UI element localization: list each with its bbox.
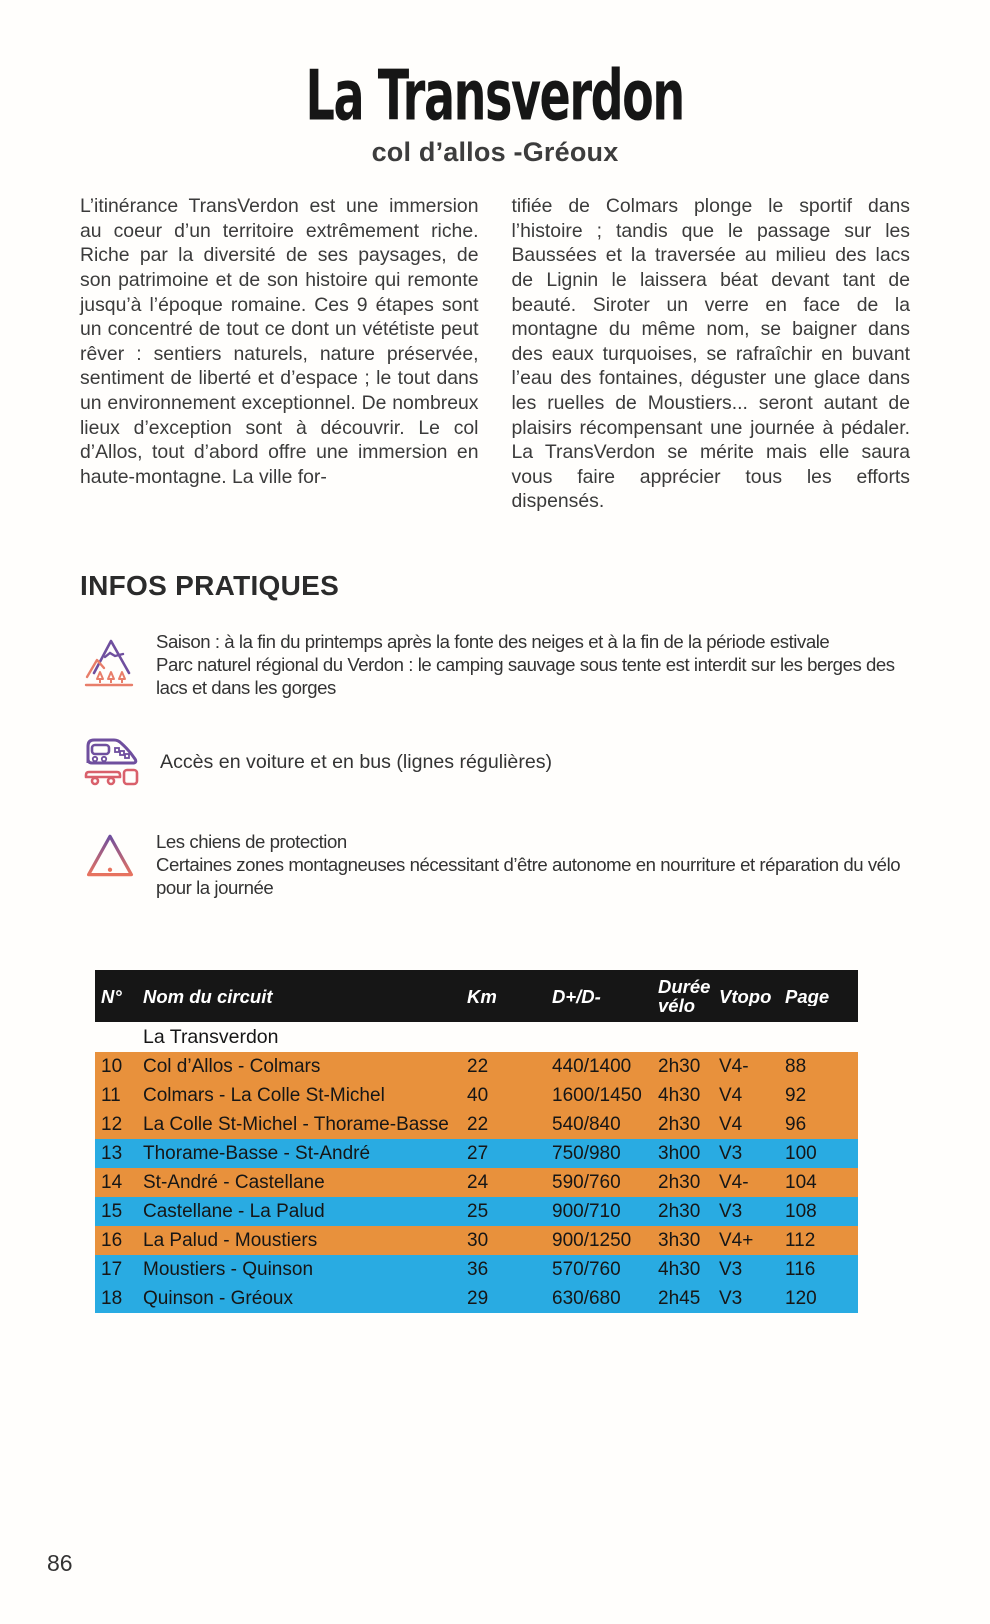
intro-column-right: tifiée de Colmars plonge le sportif dans l’histoire ; tandis que le passage sur les Baussées et la traversée au milieu des lacs de Lignin le laissera béat devant tant de beauté. Siroter un verre en face de la montagne du même nom, se baigner dans des eaux turquoises, se rafraîchir en buvant l’eau des fontaines, déguster une glace dans les ruelles de Moustiers... seront autant de plaisirs récompensant une journée à pédaler. La TransVerdon se mérite mais elle saura vous faire apprécier tous les efforts dispensés. xyxy=(511,195,910,513)
cell-num: 14 xyxy=(101,1171,123,1193)
col-header-duration: Durée vélo xyxy=(658,977,711,1015)
title-wrap xyxy=(0,0,990,137)
stage-table xyxy=(95,970,858,1313)
cell-denivele: 590/760 xyxy=(552,1171,621,1193)
info-item-warning xyxy=(84,828,910,900)
cell-num: 10 xyxy=(101,1055,123,1077)
cell-vtopo: V3 xyxy=(719,1200,743,1222)
table-row xyxy=(95,1139,858,1168)
cell-km: 30 xyxy=(467,1229,489,1251)
mountain-icon xyxy=(84,628,136,690)
info-line: Accès en voiture et en bus (lignes régulières) xyxy=(160,750,553,773)
cell-vtopo: V4+ xyxy=(719,1229,754,1251)
cell-km: 36 xyxy=(467,1258,489,1280)
info-item-season xyxy=(84,628,910,700)
cell-name: Colmars - La Colle St-Michel xyxy=(143,1084,385,1106)
col-header-km: Km xyxy=(467,986,497,1006)
cell-duration: 3h30 xyxy=(658,1229,701,1251)
cell-num: 18 xyxy=(101,1287,123,1309)
cell-duration: 2h30 xyxy=(658,1055,701,1077)
intro-column-left: L’itinérance TransVerdon est une immersion au coeur d’un territoire extrêmement riche. Riche par la diversité de ses paysages, de son patrimoine et de son histoire qui remonte jusqu’à l’époque romaine. Ces 9 étapes sont un concentré de tout ce dont un vététiste peut rêver : sentiers naturels, nature préservée, sentiment de liberté et d’espace ; le tout dans un environnement exceptionnel. De nombreux lieux d’exception sont à découvrir. Le col d’Allos, tout d’abord offre une immersion en haute-montagne. La ville for- xyxy=(80,195,479,488)
cell-num: 16 xyxy=(101,1229,123,1251)
cell-km: 29 xyxy=(467,1287,489,1309)
table-row xyxy=(95,1168,858,1197)
cell-page: 92 xyxy=(785,1084,807,1106)
cell-page: 100 xyxy=(785,1142,817,1164)
cell-denivele: 900/710 xyxy=(552,1200,621,1222)
cell-page: 104 xyxy=(785,1171,817,1193)
cell-duration: 4h30 xyxy=(658,1258,701,1280)
stage-table-body xyxy=(95,1052,858,1313)
cell-km: 40 xyxy=(467,1084,489,1106)
cell-name: St-André - Castellane xyxy=(143,1171,325,1193)
cell-num: 11 xyxy=(101,1084,121,1106)
cell-denivele: 630/680 xyxy=(552,1287,621,1309)
cell-page: 120 xyxy=(785,1287,817,1309)
infos-pratiques-heading: INFOS PRATIQUES xyxy=(80,569,340,601)
intro-text xyxy=(80,194,910,514)
cell-page: 112 xyxy=(785,1229,816,1251)
col-header-num: N° xyxy=(101,986,122,1006)
cell-vtopo: V4- xyxy=(719,1171,749,1193)
page-title: La Transverdon xyxy=(305,56,685,137)
col-header-denivele: D+/D- xyxy=(552,986,601,1006)
cell-duration: 2h30 xyxy=(658,1113,701,1135)
table-header-row xyxy=(95,970,858,1022)
cell-name: Col d’Allos - Colmars xyxy=(143,1055,321,1077)
info-text-warning xyxy=(156,828,910,900)
info-line: Saison : à la fin du printemps après la fonte des neiges et à la fin de la période estivale xyxy=(156,630,830,652)
cell-num: 12 xyxy=(101,1113,123,1135)
info-line: Certaines zones montagneuses nécessitant d’être autonome en nourriture et réparation du vélo pour la journée xyxy=(156,853,901,898)
cell-denivele: 440/1400 xyxy=(552,1055,632,1077)
cell-vtopo: V4- xyxy=(719,1055,749,1077)
cell-km: 22 xyxy=(467,1055,489,1077)
info-text-season xyxy=(156,628,910,700)
table-row xyxy=(95,1255,858,1284)
cell-name: Moustiers - Quinson xyxy=(143,1258,314,1280)
cell-duration: 3h00 xyxy=(658,1142,701,1164)
cell-denivele: 900/1250 xyxy=(552,1229,632,1251)
page-subtitle: col d’allos -Gréoux xyxy=(371,137,619,168)
table-row xyxy=(95,1197,858,1226)
cell-km: 24 xyxy=(467,1171,489,1193)
cell-km: 22 xyxy=(467,1113,489,1135)
cell-duration: 2h30 xyxy=(658,1171,701,1193)
col-header-vtopo: Vtopo xyxy=(719,986,772,1006)
cell-vtopo: V3 xyxy=(719,1142,743,1164)
cell-page: 108 xyxy=(785,1200,817,1222)
warning-icon xyxy=(84,828,136,882)
info-line: Parc naturel régional du Verdon : le camping sauvage sous tente est interdit sur les berges des lacs et dans les gorges xyxy=(156,654,895,699)
cell-page: 96 xyxy=(785,1113,807,1135)
cell-page: 116 xyxy=(785,1258,816,1280)
cell-name: Thorame-Basse - St-André xyxy=(143,1142,371,1164)
cell-name: La Colle St-Michel - Thorame-Basse xyxy=(143,1113,449,1135)
cell-name: Quinson - Gréoux xyxy=(143,1287,293,1309)
col-header-name: Nom du circuit xyxy=(143,986,273,1006)
cell-vtopo: V4 xyxy=(719,1113,743,1135)
table-row xyxy=(95,1226,858,1255)
info-text-access xyxy=(160,748,552,774)
cell-denivele: 570/760 xyxy=(552,1258,621,1280)
cell-denivele: 750/980 xyxy=(552,1142,621,1164)
cell-denivele: 1600/1450 xyxy=(552,1084,642,1106)
table-row xyxy=(95,1284,858,1313)
info-line: Les chiens de protection xyxy=(156,830,347,852)
page-number: 86 xyxy=(47,1550,73,1576)
cell-vtopo: V3 xyxy=(719,1287,743,1309)
table-row xyxy=(95,1052,858,1081)
table-row xyxy=(95,1110,858,1139)
cell-page: 88 xyxy=(785,1055,807,1077)
cell-num: 13 xyxy=(101,1142,123,1164)
table-row xyxy=(95,1081,858,1110)
cell-vtopo: V4 xyxy=(719,1084,743,1106)
cell-num: 17 xyxy=(101,1258,123,1280)
cell-duration: 2h30 xyxy=(658,1200,701,1222)
cell-name: Castellane - La Palud xyxy=(143,1200,325,1222)
cell-km: 25 xyxy=(467,1200,489,1222)
cell-denivele: 540/840 xyxy=(552,1113,621,1135)
cell-vtopo: V3 xyxy=(719,1258,743,1280)
cell-duration: 4h30 xyxy=(658,1084,701,1106)
col-header-page: Page xyxy=(785,986,830,1006)
cell-num: 15 xyxy=(101,1200,123,1222)
cell-duration: 2h45 xyxy=(658,1287,701,1309)
table-group-label: La Transverdon xyxy=(143,1025,279,1048)
cell-km: 27 xyxy=(467,1142,489,1164)
cell-name: La Palud - Moustiers xyxy=(143,1229,318,1251)
info-item-access xyxy=(84,734,910,788)
table-group-row xyxy=(95,1022,858,1052)
bus-icon xyxy=(84,734,140,788)
